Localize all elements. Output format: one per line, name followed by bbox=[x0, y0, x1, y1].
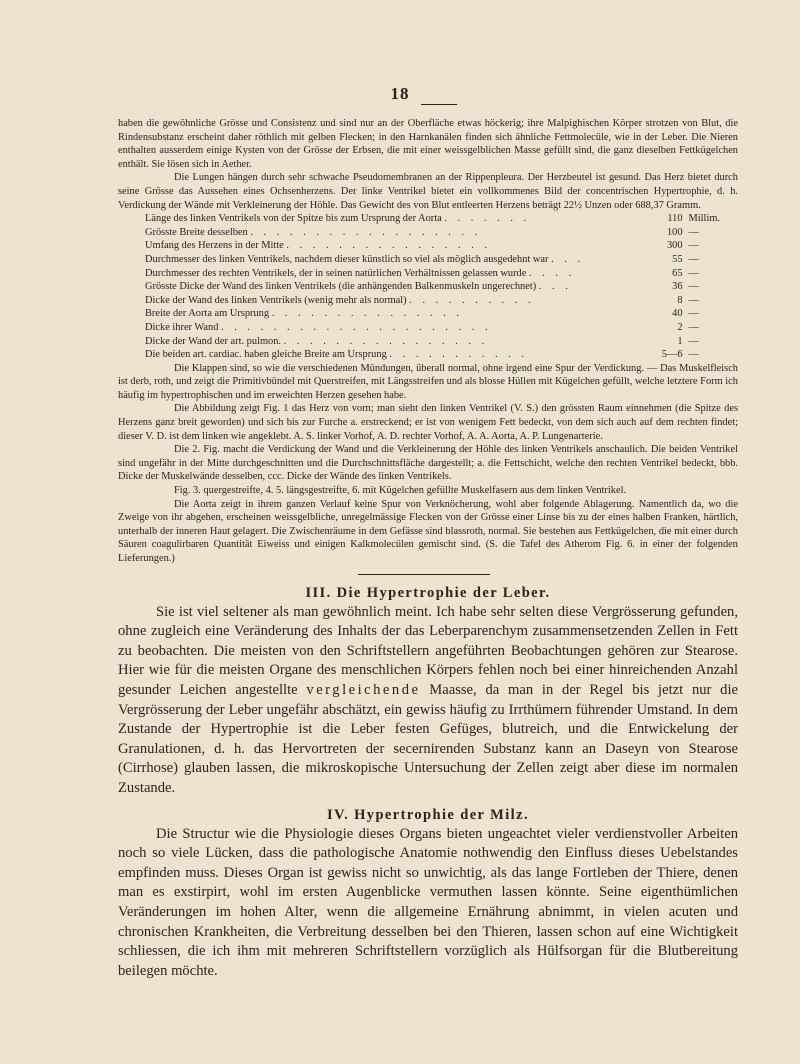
page-content bbox=[118, 117, 738, 981]
measurement-row bbox=[145, 239, 738, 253]
measurement-label-cell bbox=[145, 267, 643, 281]
measurement-row bbox=[145, 267, 738, 281]
section-3-spaced-word: vergleichende bbox=[306, 681, 421, 698]
measurement-value: 110 bbox=[667, 213, 683, 225]
section-3-paragraph bbox=[118, 603, 738, 799]
measurement-unit: — bbox=[688, 335, 699, 347]
measurement-unit: — bbox=[688, 226, 699, 238]
measurement-unit: — bbox=[688, 253, 699, 265]
measurement-label-cell bbox=[145, 253, 643, 267]
measurement-leader-dots: . . . . . . . . . . . . . . . . . . bbox=[250, 226, 482, 238]
measurement-value: 65 bbox=[672, 267, 683, 279]
measurement-row bbox=[145, 307, 738, 321]
measurement-label: Durchmesser des linken Ventrikels, nachdem dieser künstlich so viel als möglich ausgedehnt war bbox=[145, 253, 549, 265]
measurement-unit: — bbox=[688, 321, 699, 333]
measurement-value: 40 bbox=[672, 308, 683, 320]
measurement-label-cell bbox=[145, 280, 643, 294]
measurement-label: Die beiden art. cardiac. haben gleiche Breite am Ursprung bbox=[145, 349, 387, 361]
measurement-row bbox=[145, 294, 738, 308]
measurement-leader-dots: . . . . . . . . . . . bbox=[389, 349, 528, 361]
measurement-row bbox=[145, 212, 738, 226]
measurement-leader-dots: . . . . bbox=[528, 267, 576, 279]
measurement-label: Breite der Aorta am Ursprung bbox=[145, 308, 270, 320]
measurement-unit: Millim. bbox=[688, 213, 721, 225]
heart-measurements-table bbox=[145, 212, 738, 362]
after-paragraph-2: Die Abbildung zeigt Fig. 1 das Herz von vorn; man sieht den linken Ventrikel (V. S.) den grössten Raum einnehmen (die Spitze des Herzens ganz breit geworden) und sich bis zur Furche a. erstreckend; er ist von wenigem Fett bedeckt, von dem sich auch auf dem rechten findet; dieser V. D. ist dem linken wie angeklebt. A. S. linker Vorhof, A. D. rechter Vorhof, A. A. Aorta, A. P. Lungenarterie. bbox=[118, 403, 738, 442]
section-3-text-a: Sie ist viel seltener als man gewöhnlich meint. Ich habe sehr selten diese Vergrösserung gefunden, ohne zugleich eine Veränderung des Inhalts der das Leberparenchym zusammensetzenden Zellen in Fett zu beobachten. Die meisten von den Schriftstellern angeführten Beobachtungen gehören zur Stearose. Hier wie für die meisten Organe des menschlichen Körpers fehlen noch bei einer hinreichenden Anzahl gesunder Leichen angestellte bbox=[118, 603, 738, 698]
measurement-label: Grösste Breite desselben bbox=[145, 226, 248, 238]
measurement-unit: — bbox=[688, 294, 699, 306]
measurement-label-cell bbox=[145, 335, 643, 349]
measurement-label: Grösste Dicke der Wand des linken Ventrikels (die anhängenden Balkenmuskeln ungerechnet) bbox=[145, 281, 537, 293]
liver-section bbox=[118, 583, 738, 799]
section-4-paragraph: Die Structur wie die Physiologie dieses Organs bieten ungeachtet vieler verdienstvoller Arbeiten noch so viele Lücken, dass die pathologische Anatomie nothwendig den Einfluss dieses Uebelstandes empfinden muss. Dieses Organ ist gewiss nicht so unwichtig, als das lange Fortleben der Thiere, denen man es exstirpirt, wohl im ersten Augenblicke vermuthen lassen könnte. Seine eigenthümlichen Veränderungen im hohen Alter, wenn die allgemeine Ernährung abnimmt, in vielen acuten und chronischen Krankheiten, die Verbreitung desselben bei den Thieren, lassen schon auf eine Wichtigkeit schliessen, die ich ihm mit mehreren Schriftstellern vorzüglich als Hülfsorgan für die Blutbereitung beilegen möchte. bbox=[118, 825, 738, 979]
measurement-label: Umfang des Herzens in der Mitte bbox=[145, 240, 284, 252]
measurement-label-cell bbox=[145, 294, 643, 308]
measurement-label: Länge des linken Ventrikels von der Spitze bis zum Ursprung der Aorta bbox=[145, 213, 442, 225]
measurement-value: 100 bbox=[666, 226, 683, 238]
measurement-value: 1 bbox=[677, 335, 683, 347]
measurement-row bbox=[145, 321, 738, 335]
measurement-value: 5—6 bbox=[661, 349, 683, 361]
measurement-value: 55 bbox=[672, 253, 683, 265]
page-number: 18 bbox=[390, 84, 410, 103]
after-paragraph-4: Fig. 3. quergestreifte, 4. 5. längsgestreifte, 6. mit Kügelchen gefüllte Muskelfasern aus dem linken Ventrikel. bbox=[174, 485, 627, 497]
measurement-leader-dots: . . . . . . . bbox=[444, 213, 531, 225]
page-number-rule bbox=[421, 104, 457, 105]
measurement-value: 8 bbox=[677, 294, 683, 306]
measurement-label: Dicke der Wand des linken Ventrikels (wenig mehr als normal) bbox=[145, 294, 407, 306]
after-paragraph-5: Die Aorta zeigt in ihrem ganzen Verlauf keine Spur von Verknöcherung, wohl aber folgende Ablagerung. Namentlich da, wo die Zweige von ihr abgehen, erscheinen weissgelbliche, unregelmässige Flecken von der Grösse einer Linse bis zu der eines halben Franken, härtlich, unterhalb der inneren Haut gelagert. Die Zwischenräume in dem Gefässe sind blassroth, normal. Sie bestehen aus Fettkügelchen, die mit einer durch Säuren coagulirbaren Quantität Eiweiss und einigen Kalkmolecülen gemischt sind. (S. die Tafel des Atherom Fig. 6. in einer der folgenden Lieferungen.) bbox=[118, 498, 738, 564]
measurement-unit: — bbox=[688, 240, 699, 252]
section-3-text-b: Maasse, da man in der Regel bis jetzt nur die Vergrösserung der Leber ungefähr abschätzt, ein gewiss häufig zu Irrthümern führender Umstand. In dem Zustande der Hypertrophie ist die Leber festen Gefüges, blutreich, und die Entwickelung der Granulationen, d. h. das Hervortreten der secernirenden Substanz kann an Daseyn von Stearose (Cirrhose) glauben lassen, die mikroskopische Untersuchung der Zellen zeigt aber diese im normalen Zustande. bbox=[118, 681, 738, 796]
spleen-section bbox=[118, 805, 738, 982]
section-3-title: III. Die Hypertrophie der Leber. bbox=[305, 584, 551, 601]
measurement-label-cell bbox=[145, 321, 643, 335]
measurement-value: 2 bbox=[677, 321, 683, 333]
measurement-label-cell bbox=[145, 348, 643, 362]
measurement-leader-dots: . . . bbox=[538, 281, 572, 293]
measurement-row bbox=[145, 280, 738, 294]
measurement-label: Durchmesser des rechten Ventrikels, der in seinen natürlichen Verhältnissen gelassen wurde bbox=[145, 267, 527, 279]
measurement-label-cell bbox=[145, 239, 643, 253]
measurement-unit: — bbox=[688, 308, 699, 320]
measurement-label: Dicke ihrer Wand bbox=[145, 321, 219, 333]
after-paragraph-1: Die Klappen sind, so wie die verschiedenen Mündungen, überall normal, ohne irgend eine Spur der Verdickung. — Das Muskelfleisch ist derb, roth, und zeigt die Primitivbündel mit Querstreifen, mit Längsstreifen und als blosse Hüllen mit Kügelchen gefüllt, welche letztere Form ich häufig im hypertrophischen und im erweichten Herzen gesehen habe. bbox=[118, 362, 738, 401]
section-divider bbox=[358, 574, 490, 575]
measurement-unit: — bbox=[688, 349, 699, 361]
measurement-row bbox=[145, 253, 738, 267]
intro-paragraph-2: Die Lungen hängen durch sehr schwache Pseudomembranen an der Rippenpleura. Der Herzbeutel ist gesund. Das Herz bietet durch seine Grösse das Aussehen eines Ochsenherzens. Der linke Ventrikel bietet ein vollkommenes Bild der concentrischen Hypertrophie, d. h. Verdickung der Wände mit Verkleinerung der Höhle. Das Gewicht des von Blut entleerten Herzens beträgt 22½ Unzen oder 688,37 Gramm. bbox=[118, 172, 738, 211]
measurement-label: Dicke der Wand der art. pulmon. bbox=[145, 335, 282, 347]
measurement-leader-dots: . . . . . . . . . . bbox=[409, 294, 535, 306]
small-print-section bbox=[118, 117, 738, 566]
measurement-row bbox=[145, 226, 738, 240]
measurement-leader-dots: . . . . . . . . . . . . . . . . . . . . . bbox=[221, 321, 492, 333]
measurement-row bbox=[145, 335, 738, 349]
measurement-leader-dots: . . . . . . . . . . . . . . . . bbox=[286, 240, 491, 252]
measurement-value: 300 bbox=[666, 240, 683, 252]
measurement-leader-dots: . . . bbox=[551, 253, 585, 265]
measurement-label-cell bbox=[145, 307, 643, 321]
measurement-label-cell bbox=[145, 212, 643, 226]
measurement-row bbox=[145, 348, 738, 362]
measurement-unit: — bbox=[688, 267, 699, 279]
measurement-unit: — bbox=[688, 281, 699, 293]
measurement-leader-dots: . . . . . . . . . . . . . . . . bbox=[283, 335, 489, 347]
measurement-label-cell bbox=[145, 226, 643, 240]
section-4-title: IV. Hypertrophie der Milz. bbox=[327, 806, 529, 823]
measurement-value: 36 bbox=[672, 281, 683, 293]
after-paragraph-3: Die 2. Fig. macht die Verdickung der Wand und die Verkleinerung der Höhle des linken Ventrikels anschaulich. Die beiden Ventrikel sind ungefähr in der Mitte durchgeschnitten und die Durchschnittsfläche dargestellt; a. die Fettschicht, welche den rechten Ventrikel bedeckt, bbb. Dicke der Muskelwände desselben, ccc. Dicke der Wände des linken Ventrikels. bbox=[118, 444, 738, 483]
intro-paragraph-1: haben die gewöhnliche Grösse und Consistenz und sind nur an der Oberfläche etwas höckerig; ihre Malpighischen Körper strotzen von Blut, die Rindensubstanz erscheint daher röthlich mit gelben Flecken; in den Harnkanälen finden sich ähnliche Fettmolecüle, wie in der Leber. Die Nieren enthalten ausserdem einige Kysten von der Grösse der Erbsen, die mit einer weissgelblichen Masse gefüllt sind, die ganz dieselben Fettkügelchen enthält. Sie lösen sich in Aether. bbox=[118, 118, 738, 170]
measurement-leader-dots: . . . . . . . . . . . . . . . bbox=[271, 308, 464, 320]
